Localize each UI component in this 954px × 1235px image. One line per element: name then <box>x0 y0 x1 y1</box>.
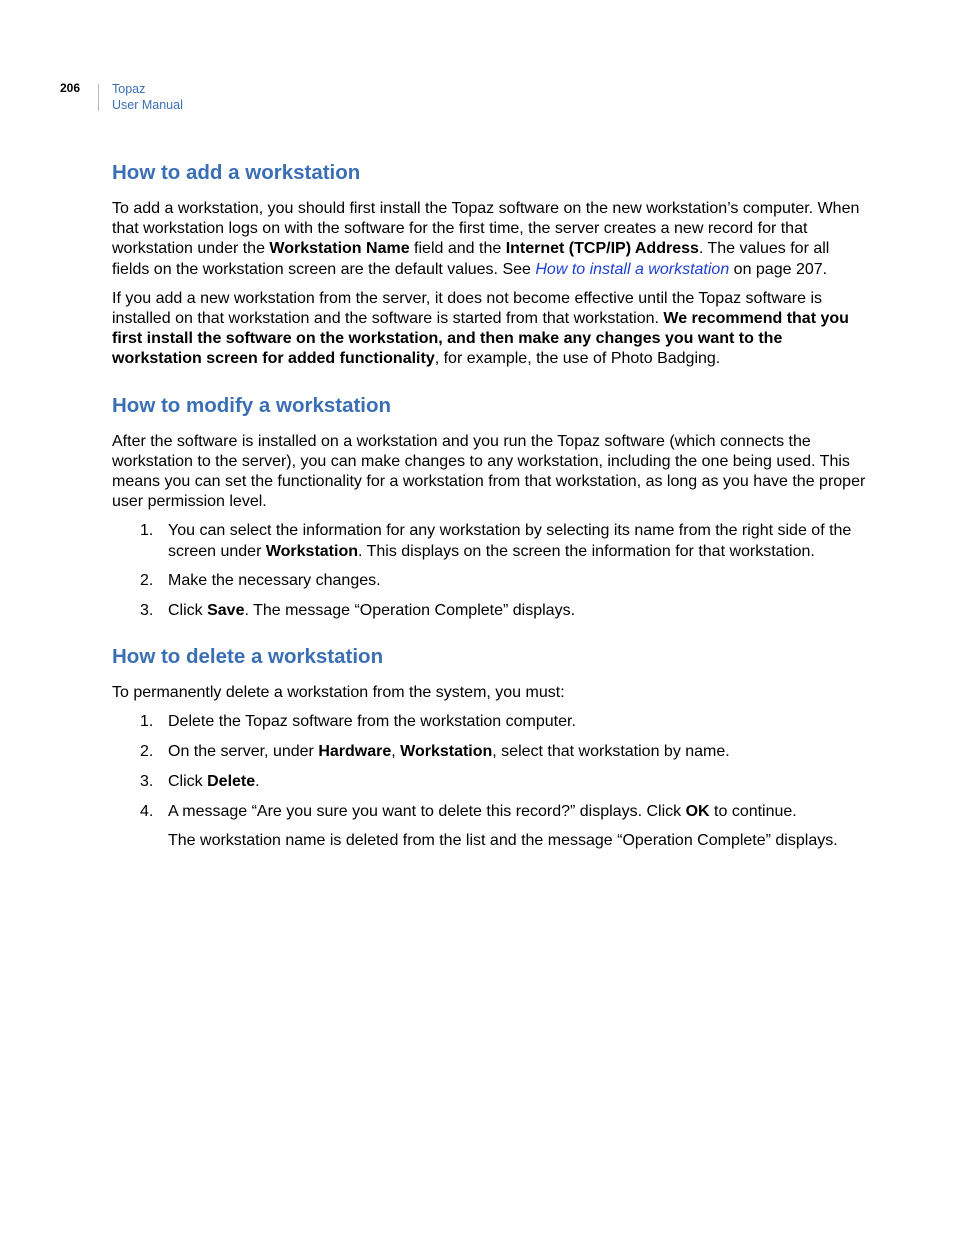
paragraph <box>112 289 867 370</box>
step-number: 2. <box>140 572 154 590</box>
text-run: , for example, the use of Photo Badging. <box>434 350 721 368</box>
list-item <box>112 742 867 762</box>
text-run: , <box>391 743 401 761</box>
text-run: . <box>255 772 260 790</box>
step-number: 1. <box>140 522 154 540</box>
text-run: on page 207. <box>729 260 828 278</box>
text-run: to continue. <box>709 802 797 820</box>
paragraph: To permanently delete a workstation from the system, you must: <box>112 684 565 702</box>
text-run: field and the <box>409 240 506 258</box>
text-run: On the server, under <box>168 743 319 761</box>
text-run: Click <box>168 602 208 620</box>
text-run: . The message “Operation Complete” displays. <box>244 602 576 620</box>
page-body <box>112 160 867 874</box>
header-divider <box>98 84 99 111</box>
page-number: 206 <box>60 81 81 95</box>
bold-term: Workstation <box>400 743 493 761</box>
bold-term: Internet (TCP/IP) Address <box>505 240 699 258</box>
text-run: , select that workstation by name. <box>492 743 730 761</box>
step-number: 1. <box>140 713 154 731</box>
text-run: . The values for all fields on the workstation screen are the default values. See <box>112 240 830 278</box>
section-heading: How to modify a workstation <box>112 393 392 417</box>
text-run: Click <box>168 772 208 790</box>
list-item <box>112 772 867 792</box>
step-number: 3. <box>140 602 154 620</box>
numbered-list <box>112 712 867 851</box>
text-run: You can select the information for any workstation by selecting its name from the right side of the screen under <box>168 522 852 560</box>
step-number: 2. <box>140 743 154 761</box>
text-run: Make the necessary changes. <box>168 572 381 590</box>
list-item <box>112 521 867 561</box>
running-header <box>112 81 183 113</box>
paragraph <box>112 199 867 280</box>
manual-title: User Manual <box>112 98 183 112</box>
step-number: 3. <box>140 772 154 790</box>
paragraph: After the software is installed on a workstation and you run the Topaz software (which connects the workstation to the server), you can make changes to any workstation, including the one being used. This means you can set the functionality for a workstation from that workstation, as long as you have the proper user permission level. <box>112 432 866 511</box>
bold-recommendation: We recommend that you first install the software on the workstation, and then make any changes you want to the workstation screen for added functionality <box>112 310 849 368</box>
section-modify-workstation <box>112 393 867 622</box>
bold-term: Workstation <box>265 542 358 560</box>
text-run: If you add a new workstation from the server, it does not become effective until the Topaz software is installed on that workstation and the software is started from that workstation. <box>112 289 823 328</box>
text-run: To add a workstation, you should first install the Topaz software on the new workstation’s computer. When that workstation logs on with the software for the first time, the server creates a new record for that workstation under the <box>112 200 860 258</box>
section-add-workstation <box>112 160 867 370</box>
list-item <box>112 601 867 621</box>
bold-term: Delete <box>207 772 256 790</box>
bold-term: Save <box>207 602 245 620</box>
text-run: A message “Are you sure you want to delete this record?” displays. Click <box>168 802 686 820</box>
step-note: The workstation name is deleted from the list and the message “Operation Complete” displays. <box>168 832 838 850</box>
list-item <box>112 571 867 591</box>
step-number: 4. <box>140 802 154 820</box>
list-item <box>112 802 867 852</box>
cross-reference-link[interactable]: How to install a workstation <box>535 260 730 278</box>
section-delete-workstation <box>112 644 867 851</box>
bold-term: Workstation Name <box>269 240 410 258</box>
bold-term: Hardware <box>318 743 392 761</box>
text-run: . This displays on the screen the information for that workstation. <box>358 542 815 560</box>
text-run: Delete the Topaz software from the workstation computer. <box>168 713 576 731</box>
numbered-list <box>112 521 867 621</box>
product-name: Topaz <box>112 82 146 96</box>
section-heading: How to add a workstation <box>112 161 361 184</box>
section-heading: How to delete a workstation <box>112 645 384 669</box>
list-item <box>112 712 867 732</box>
bold-term: OK <box>685 802 710 820</box>
